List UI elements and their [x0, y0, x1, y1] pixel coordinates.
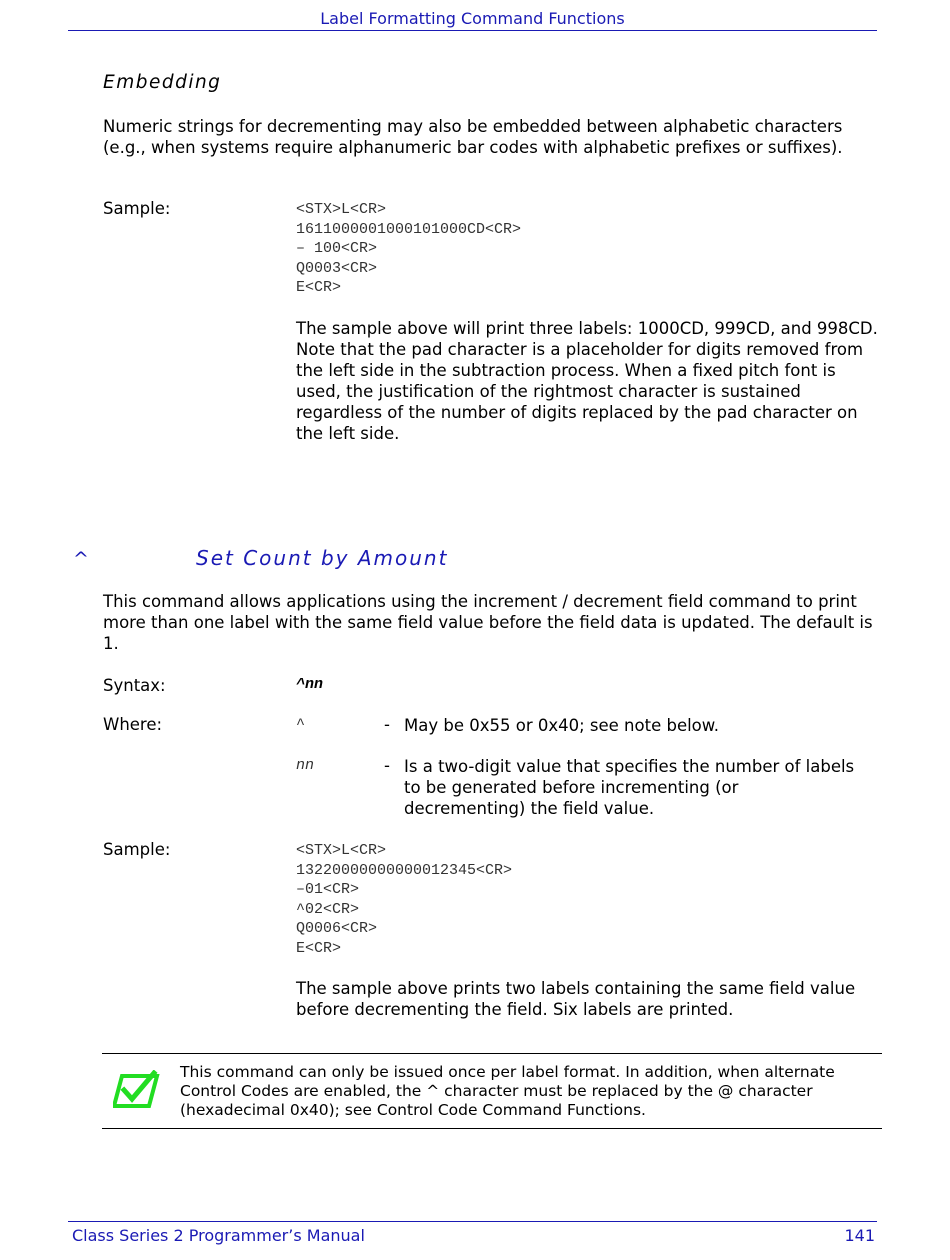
where-symbol: nn: [296, 757, 315, 774]
header-rule: [68, 30, 877, 31]
section-title: Set Count by Amount: [196, 546, 449, 570]
section-sample-label: Sample:: [103, 840, 171, 859]
embedding-paragraph: Numeric strings for decrementing may also be embedded between alphabetic characters (e.g., when systems require alphanumeric bar codes with alphabetic prefixes or suffixes).: [103, 117, 843, 157]
page-number: 141: [844, 1226, 875, 1245]
footer-rule: [68, 1221, 877, 1222]
code-line: –01<CR>: [296, 881, 360, 898]
note-text: This command can only be issued once per label format. In addition, when alternate Control Codes are enabled, the ^ character must be replaced by the @ character (hexadecimal 0x40); see Control Code Command Functions.: [180, 1063, 835, 1119]
code-line: 1611000001000101000CD<CR>: [296, 220, 522, 238]
where-description: Is a two-digit value that specifies the number of labels to be generated before incrementing (or decrementing) the field value.: [404, 757, 855, 818]
syntax-label: Syntax:: [103, 676, 166, 695]
code-line: <STX>L<CR>: [296, 842, 387, 859]
code-line: Q0003<CR>: [296, 259, 378, 277]
embedding-sample-description: The sample above will print three labels: 1000CD, 999CD, and 998CD. Note that the pad character is a placeholder for digits removed from the left side in the subtraction process. When a fixed pitch font is used, the justification of the rightmost character is sustained regardless of the number of digits replaced by the pad character on the left side.: [296, 319, 878, 443]
note-bottom-rule: [102, 1128, 882, 1129]
embedding-heading: Embedding: [103, 72, 222, 93]
embedding-sample-code: [296, 200, 521, 298]
where-label: Where:: [103, 715, 163, 734]
code-line: 13220000000000012345<CR>: [296, 861, 513, 879]
where-symbol: ^: [296, 716, 306, 733]
where-dash: -: [384, 715, 390, 734]
code-line: – 100<CR>: [296, 240, 378, 257]
checkmark-note-icon: [113, 1070, 161, 1110]
where-description: May be 0x55 or 0x40; see note below.: [404, 716, 720, 735]
code-line: <STX>L<CR>: [296, 201, 387, 218]
section-sample-code: [296, 841, 512, 958]
code-line: E<CR>: [296, 279, 342, 296]
embedding-sample-label: Sample:: [103, 199, 171, 218]
section-command-symbol: ^: [73, 548, 89, 570]
code-line: E<CR>: [296, 939, 342, 957]
section-paragraph: This command allows applications using the increment / decrement field command to print more than one label with the same field value before the field data is updated. The default is 1.: [103, 592, 873, 653]
syntax-value: ^nn: [296, 676, 324, 693]
where-dash: -: [384, 756, 390, 775]
page-header-title: Label Formatting Command Functions: [320, 9, 625, 28]
section-sample-description: The sample above prints two labels containing the same field value before decrementing the field. Six labels are printed.: [296, 979, 856, 1019]
footer-manual-title: Class Series 2 Programmer’s Manual: [72, 1226, 365, 1245]
code-line: Q0006<CR>: [296, 920, 378, 937]
code-line: ^02<CR>: [296, 900, 360, 918]
note-top-rule: [102, 1053, 882, 1054]
